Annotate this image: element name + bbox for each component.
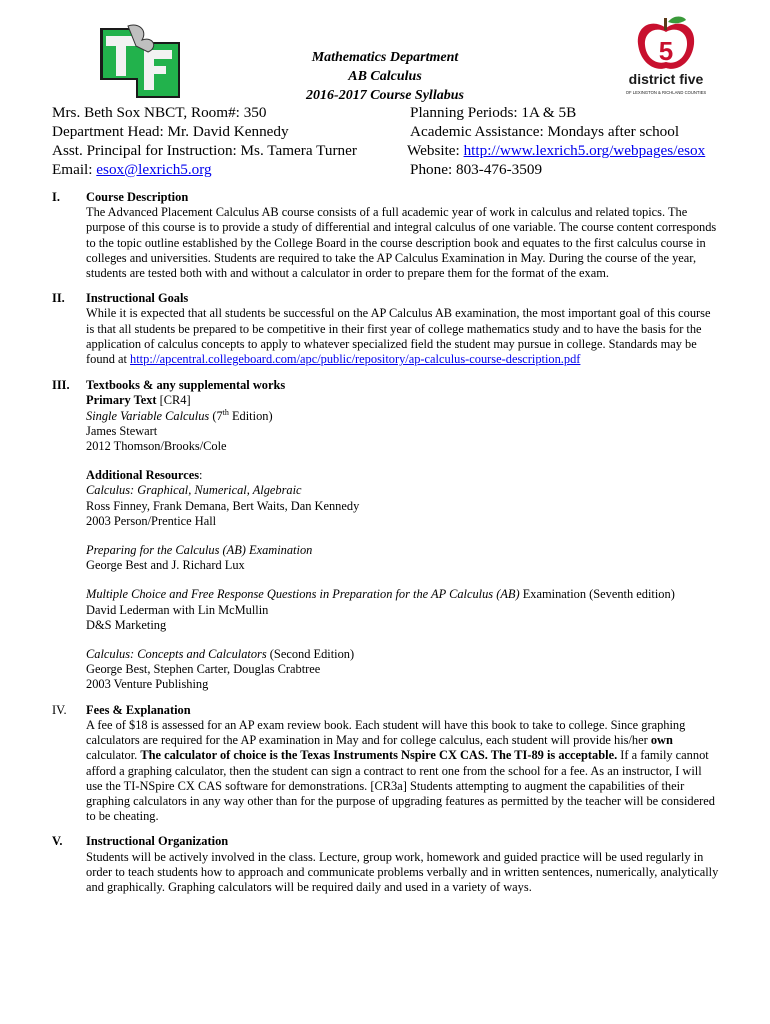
resource-publisher: D&S Marketing	[86, 617, 167, 632]
primary-text-publisher: 2012 Thomson/Brooks/Cole	[86, 439, 227, 454]
resource-title: Calculus: Graphical, Numerical, Algebraic	[86, 483, 302, 498]
syllabus-year: 2016-2017 Course Syllabus	[306, 88, 464, 103]
section-title: Course Description	[86, 190, 189, 204]
asst-principal: Asst. Principal for Instruction: Ms. Tamera Turner	[52, 142, 357, 159]
website-link[interactable]: http://www.lexrich5.org/webpages/esox	[463, 142, 706, 159]
teacher-info: Mrs. Beth Sox NBCT, Room#: 350	[52, 104, 267, 121]
section-body	[86, 718, 720, 824]
email-row	[52, 160, 357, 179]
section-body	[86, 306, 720, 367]
email-label: Email:	[52, 161, 97, 178]
section-title: Instructional Goals	[86, 291, 189, 306]
section-title: Textbooks & any supplemental works	[86, 378, 286, 393]
section-number: IV.	[52, 702, 67, 717]
section-textbooks	[52, 378, 720, 692]
fees-text-a: A fee of $18 is assessed for an AP exam review book. Each student will have this book to take to college. Since graphing calculators are required for the AP examination in May and for college calculus, each student will provide his/her	[86, 717, 686, 748]
school-logo	[98, 22, 184, 102]
svg-text:OF LEXINGTON & RICHLAND COUNTI: OF LEXINGTON & RICHLAND COUNTIES	[625, 90, 707, 95]
section-title: Fees & Explanation	[86, 702, 191, 717]
primary-text-code: [CR4]	[156, 393, 191, 408]
edition-pre: (7	[209, 408, 223, 423]
additional-resources-heading	[86, 468, 720, 483]
goals-text: While it is expected that all students be successful on the AP Calculus AB examination, the most important goal of this course is that all students be prepared to be competitive in their first year of college mathematics study and to have the basis for the application of calculus concepts to apply to whatever specialized field the student may pursue in college. Standards may be found at	[86, 306, 711, 367]
contact-info-right	[407, 103, 705, 179]
email-link[interactable]: esox@lexrich5.org	[96, 161, 212, 178]
website-row	[407, 141, 705, 160]
edition-post: Edition)	[228, 408, 273, 423]
phone-number: Phone: 803-476-3509	[410, 161, 543, 178]
resource-publisher: 2003 Venture Publishing	[86, 677, 209, 692]
resource-title: Preparing for the Calculus (AB) Examination	[86, 543, 313, 558]
additional-colon: :	[199, 468, 203, 483]
svg-text:district five: district five	[628, 71, 704, 87]
section-number: V.	[52, 834, 63, 849]
syllabus-sections	[52, 190, 720, 895]
course-name: AB Calculus	[348, 69, 422, 84]
department-head: Department Head: Mr. David Kennedy	[52, 123, 289, 140]
primary-text-author: James Stewart	[86, 423, 158, 438]
section-course-description	[52, 190, 720, 281]
resource-title: Calculus: Concepts and Calculators	[86, 647, 267, 662]
planning-periods: Planning Periods: 1A & 5B	[410, 104, 577, 121]
fees-text-b: calculator.	[86, 748, 141, 763]
resource-title: Multiple Choice and Free Response Questions in Preparation for the AP Calculus (AB)	[86, 587, 520, 602]
standards-link[interactable]: http://apcentral.collegeboard.com/apc/public/repository/ap-calculus-course-description.pdf	[130, 352, 581, 367]
academic-assistance: Academic Assistance: Mondays after school	[410, 123, 680, 140]
section-fees	[52, 703, 720, 825]
section-body: The Advanced Placement Calculus AB course consists of a full academic year of work in calculus and related topics. The purpose of this course is to provide a study of differential and integral calculus of one variable. The course content corresponds to the topic outline established by the College Board in the course description book and equates to the first calculus course in colleges and universities. Students are required to take the AP Calculus Examination in May. During the course of the year, students are tested both with and without a calculator in order to prepare them for the format of the exam.	[86, 205, 717, 281]
resource-authors: George Best and J. Richard Lux	[86, 558, 245, 573]
section-title: Instructional Organization	[86, 834, 229, 849]
resource-suffix: (Second Edition)	[266, 647, 355, 662]
section-instructional-goals	[52, 291, 720, 367]
website-label: Website:	[407, 142, 464, 159]
document-title	[240, 48, 530, 105]
resource-authors: David Lederman with Lin McMullin	[86, 602, 269, 617]
resource-publisher: 2003 Person/Prentice Hall	[86, 513, 217, 528]
resource-authors: Ross Finney, Frank Demana, Bert Waits, Dan Kennedy	[86, 498, 360, 513]
calculator-choice: The calculator of choice is the Texas Instruments Nspire CX CAS. The TI-89 is acceptable.	[140, 748, 618, 763]
section-number: II.	[52, 291, 65, 306]
section-body: Students will be actively involved in the class. Lecture, group work, homework and guided practice will be used regularly in order to teach students how to approach and communicate problems verbally and in written sentences, numerically, analytically and graphically. Graphing calculators will be required daily and used in a variety of ways.	[86, 849, 719, 894]
fees-text-c: If a family cannot afford a graphing calculator, then the student can sign a contract to rent one from the school for a fee. As an instructor, I will use the TI-NSpire CX CAS software for demonstrations. [CR3a] Students attempting to augment the capabilities of their graphing calculators in any way other than for the purpose of upgrading features as permitted by the teacher will be considered to be cheating.	[86, 748, 715, 824]
resource-authors: George Best, Stephen Carter, Douglas Crabtree	[86, 662, 321, 677]
primary-text-title-row	[86, 409, 720, 424]
fees-own: own	[650, 733, 673, 748]
additional-resources-label: Additional Resources	[86, 468, 200, 483]
resource-title-row	[86, 647, 720, 662]
section-number: III.	[52, 378, 70, 393]
section-number: I.	[52, 190, 60, 204]
primary-text-label: Primary Text	[86, 393, 157, 408]
resource-title-row	[86, 587, 720, 602]
resource-suffix: Examination (Seventh edition)	[519, 587, 675, 602]
section-instructional-organization	[52, 834, 720, 895]
primary-text-title: Single Variable Calculus	[86, 408, 210, 423]
edition-sup: th	[222, 407, 229, 417]
svg-text:5: 5	[658, 36, 674, 66]
primary-text-heading	[86, 393, 720, 408]
department-name: Mathematics Department	[311, 50, 459, 65]
contact-info-left	[52, 103, 357, 179]
district-five-logo	[625, 14, 707, 100]
